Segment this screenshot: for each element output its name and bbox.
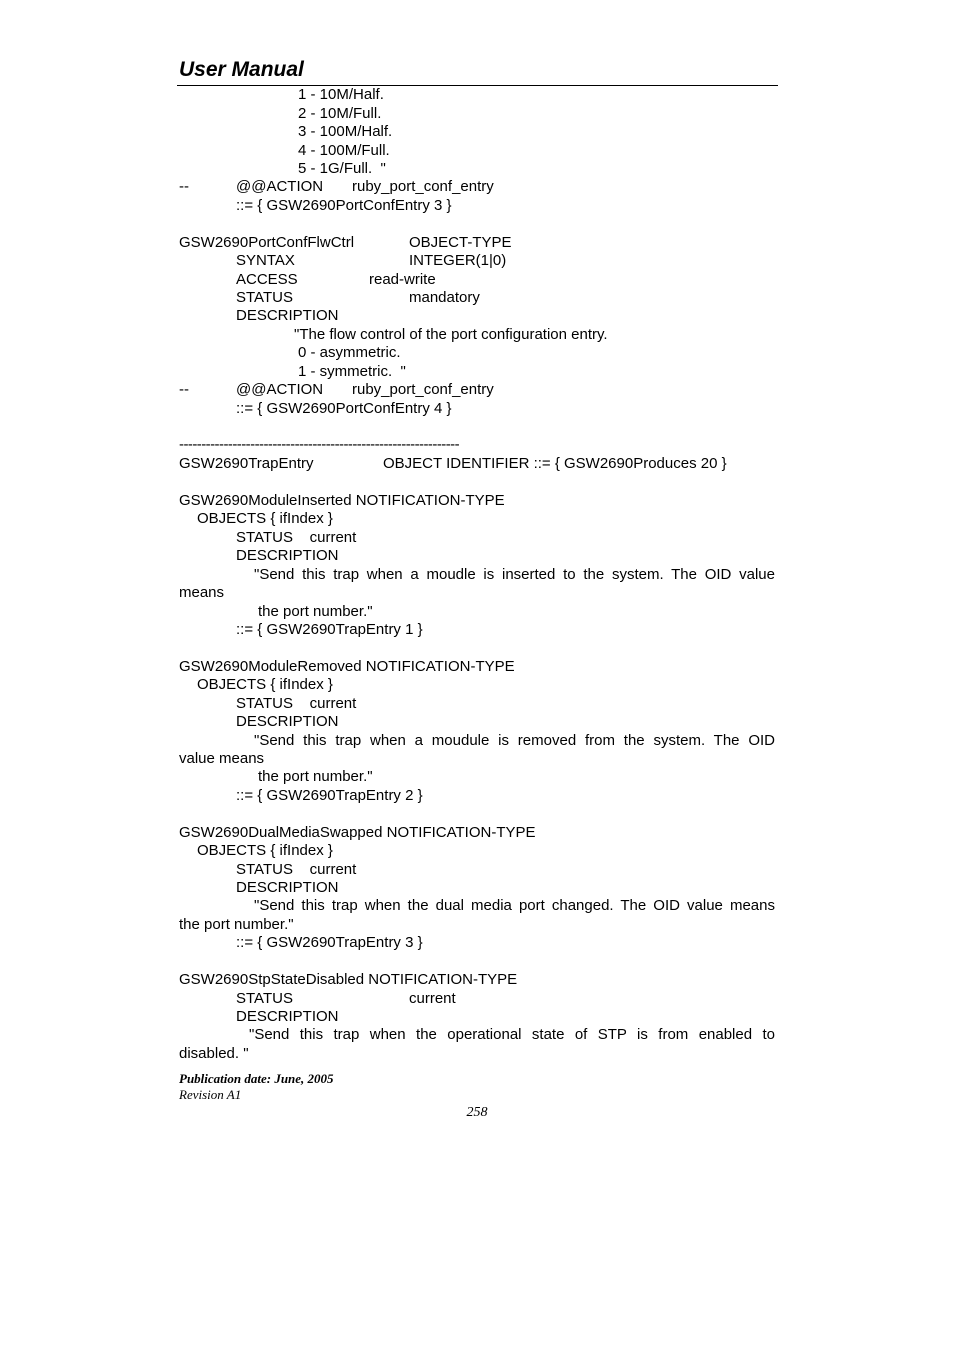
text-line: STATUS current — [236, 861, 357, 878]
page-number: 258 — [466, 1105, 488, 1120]
text-line: current — [409, 990, 456, 1007]
text-line: GSW2690StpStateDisabled NOTIFICATION-TYPE — [179, 971, 518, 988]
header-rule — [177, 85, 778, 86]
text-line: ruby_port_conf_entry — [352, 381, 494, 398]
text-line: disabled. " — [179, 1045, 249, 1062]
text-line: the port number." — [258, 768, 373, 785]
text-line: STATUS — [236, 990, 293, 1007]
text-line: value means — [179, 750, 265, 767]
text-line: 2 - 10M/Full. — [298, 105, 382, 122]
dashed-separator: --------------------------------------------------------------- — [179, 436, 460, 453]
text-line: GSW2690TrapEntry — [179, 455, 314, 472]
text-line: OBJECT-TYPE — [409, 234, 512, 251]
text-line: DESCRIPTION — [236, 1008, 339, 1025]
text-line: @@ACTION — [236, 178, 324, 195]
text-line-justified: "Send this trap when the operational state of STP is from enabled to — [249, 1026, 775, 1043]
text-line: ::= { GSW2690TrapEntry 1 } — [236, 621, 423, 638]
text-line: ::= { GSW2690TrapEntry 2 } — [236, 787, 423, 804]
text-line-justified: "Send this trap when a moudule is removed from the system. The OID — [254, 732, 775, 749]
text-line: the port number." — [258, 603, 373, 620]
text-line: @@ACTION — [236, 381, 324, 398]
text-line: means — [179, 584, 225, 601]
text-line: GSW2690ModuleInserted NOTIFICATION-TYPE — [179, 492, 505, 509]
text-line: GSW2690ModuleRemoved NOTIFICATION-TYPE — [179, 658, 515, 675]
text-line: ::= { GSW2690TrapEntry 3 } — [236, 934, 423, 951]
text-line: OBJECT IDENTIFIER ::= { GSW2690Produces 20 } — [383, 455, 727, 472]
text-line: DESCRIPTION — [236, 547, 339, 564]
text-line: 4 - 100M/Full. — [298, 142, 390, 159]
text-line: mandatory — [409, 289, 480, 306]
text-line: -- — [179, 381, 189, 398]
text-line: 1 - 10M/Half. — [298, 86, 384, 103]
text-line: OBJECTS { ifIndex } — [197, 676, 333, 693]
text-line: read-write — [369, 271, 436, 288]
text-line: 5 - 1G/Full. " — [298, 160, 386, 177]
text-line: -- — [179, 178, 189, 195]
text-line-justified: "Send this trap when the dual media port changed. The OID value means — [254, 897, 775, 914]
revision-label: Revision A1 — [179, 1087, 242, 1102]
text-line: DESCRIPTION — [236, 307, 339, 324]
text-line: "The flow control of the port configuration entry. — [294, 326, 608, 343]
publication-date: Publication date: June, 2005 — [179, 1071, 334, 1086]
text-line: 3 - 100M/Half. — [298, 123, 393, 140]
text-line: INTEGER(1|0) — [409, 252, 507, 269]
text-line: ::= { GSW2690PortConfEntry 4 } — [236, 400, 452, 417]
text-line: 1 - symmetric. " — [298, 363, 406, 380]
text-line: GSW2690PortConfFlwCtrl — [179, 234, 355, 251]
text-line: DESCRIPTION — [236, 879, 339, 896]
text-line: 0 - asymmetric. — [298, 344, 401, 361]
text-line: the port number." — [179, 916, 294, 933]
text-line: SYNTAX — [236, 252, 295, 269]
text-line: STATUS — [236, 289, 293, 306]
text-line: OBJECTS { ifIndex } — [197, 510, 333, 527]
text-line: GSW2690DualMediaSwapped NOTIFICATION-TYPE — [179, 824, 536, 841]
text-line: OBJECTS { ifIndex } — [197, 842, 333, 859]
text-line: ruby_port_conf_entry — [352, 178, 494, 195]
page-header-title: User Manual — [179, 58, 304, 81]
text-line: ::= { GSW2690PortConfEntry 3 } — [236, 197, 452, 214]
text-line: STATUS current — [236, 529, 357, 546]
text-line: ACCESS — [236, 271, 298, 288]
text-line-justified: "Send this trap when a moudle is inserted to the system. The OID value — [254, 566, 775, 583]
text-line: STATUS current — [236, 695, 357, 712]
text-line: DESCRIPTION — [236, 713, 339, 730]
